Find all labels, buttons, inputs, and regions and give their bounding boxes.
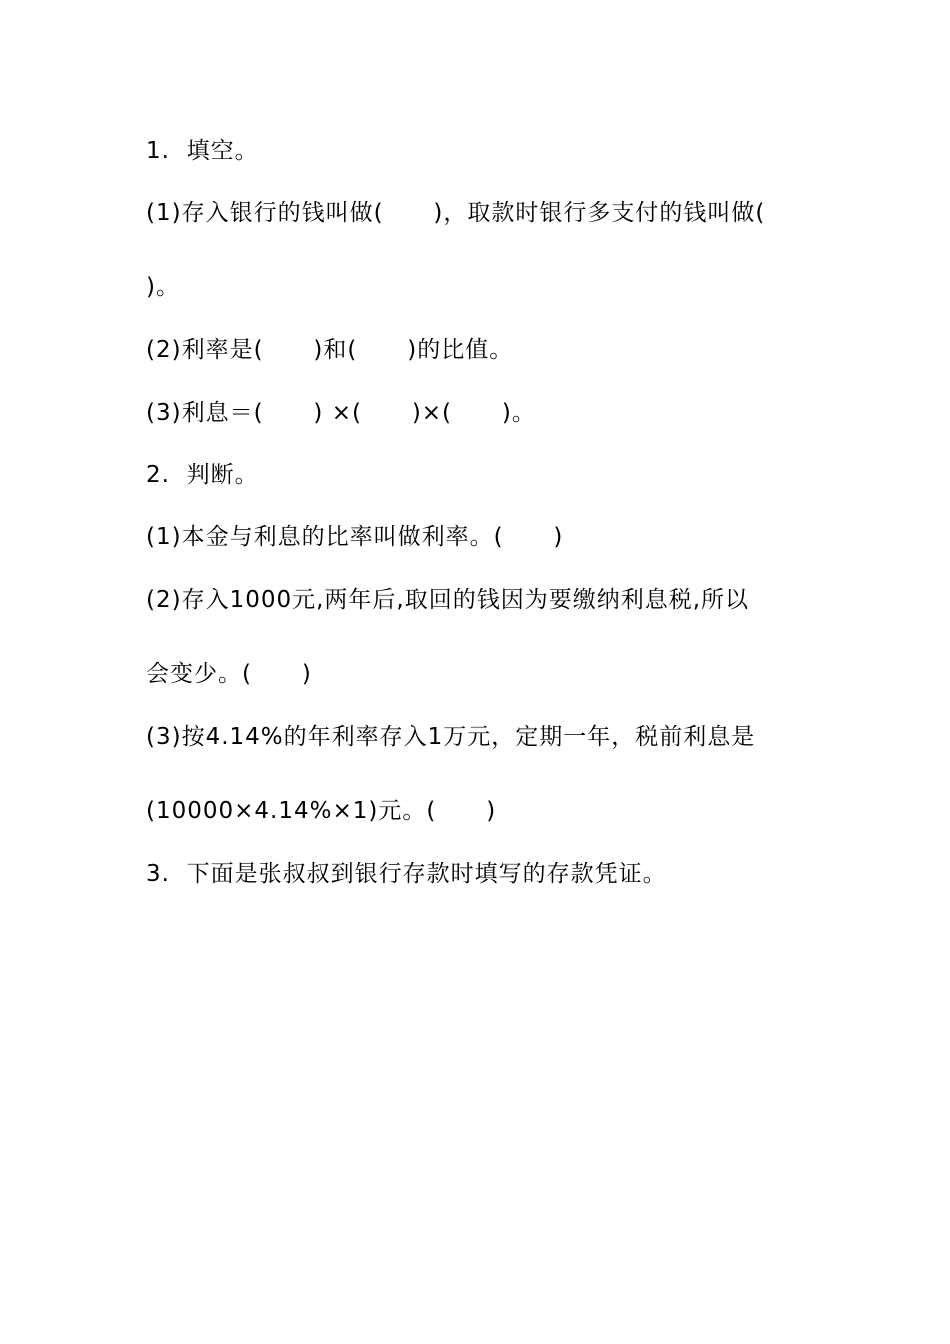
section-2-heading: 2. 判断。 bbox=[146, 462, 259, 488]
section-3-heading: 3. 下面是张叔叔到银行存款时填写的存款凭证。 bbox=[146, 861, 667, 887]
question-2-1: (1)本金与利息的比率叫做利率。( ) bbox=[146, 524, 564, 550]
question-1-1-line-1: (1)存入银行的钱叫做( )，取款时银行多支付的钱叫做( bbox=[146, 200, 766, 226]
question-1-2: (2)利率是( )和( )的比值。 bbox=[146, 337, 514, 363]
question-2-3-line-2: (10000×4.14%×1)元。( ) bbox=[146, 798, 497, 824]
question-2-2-line-1: (2)存入1000元,两年后,取回的钱因为要缴纳利息税,所以 bbox=[146, 587, 750, 613]
question-2-2-line-2: 会变少。( ) bbox=[146, 661, 312, 687]
question-2-3-line-1: (3)按4.14%的年利率存入1万元，定期一年，税前利息是 bbox=[146, 724, 756, 750]
section-1-heading: 1. 填空。 bbox=[146, 138, 259, 164]
question-1-1-line-2: )。 bbox=[146, 274, 180, 300]
question-1-3: (3)利息＝( ) ×( )×( )。 bbox=[146, 400, 536, 426]
